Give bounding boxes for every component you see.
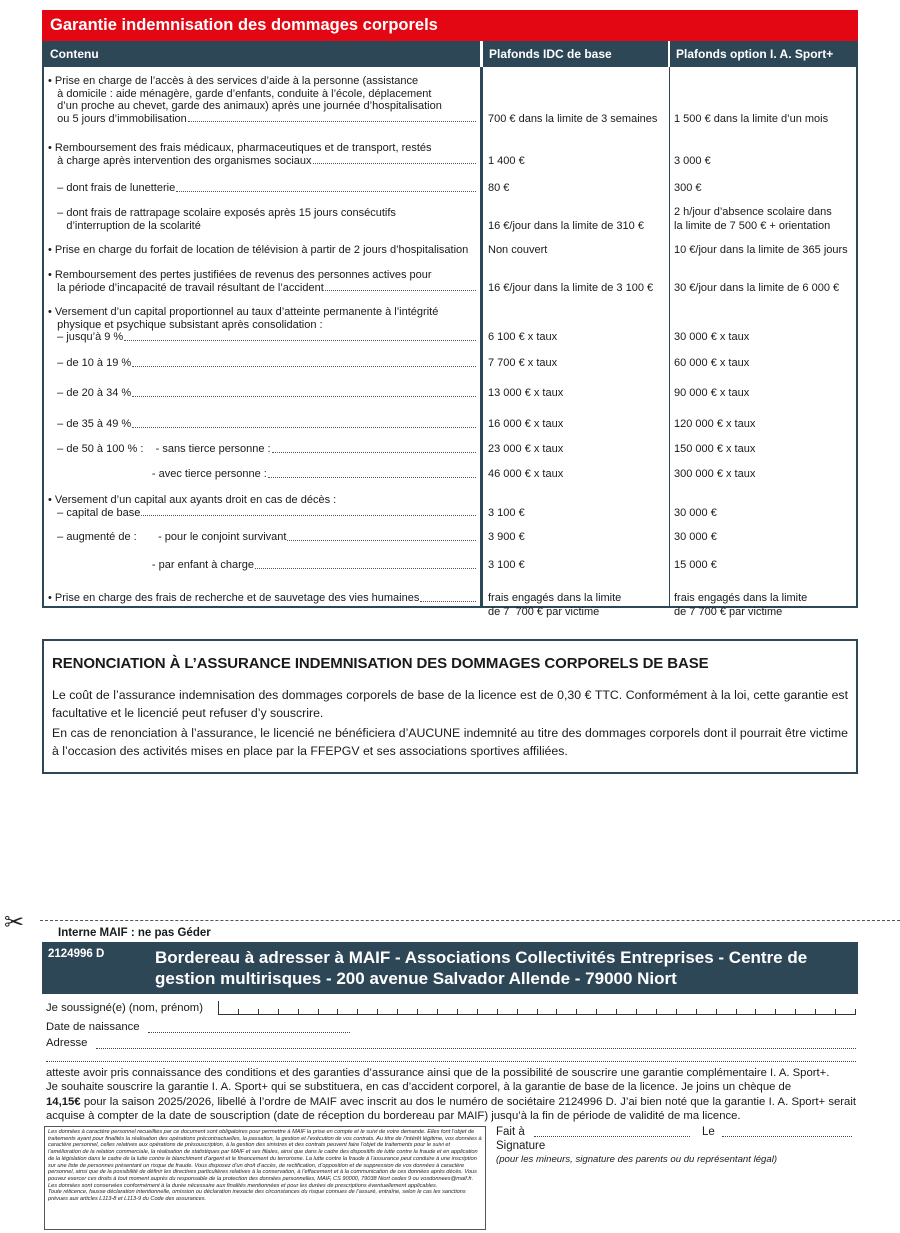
base-value-line: 16 €/jour dans la limite de 310 € [488,219,644,232]
base-value-line: 3 100 € [488,506,525,519]
letter-box[interactable] [219,1009,239,1015]
row-content-line: à domicile : aide ménagère, garde d’enfants, conduite à l’école, déplacement [48,87,432,100]
letter-box[interactable] [279,1009,299,1015]
base-value-line: 16 €/jour dans la limite de 3 100 € [488,281,654,294]
leader-dots [287,531,476,541]
letter-box[interactable] [796,1009,816,1015]
base-value-line: 80 € [488,182,510,194]
signature-note: (pour les mineurs, signature des parents ou du représentant légal) [496,1154,778,1165]
row-content [48,75,476,125]
option-value [674,331,749,345]
base-value [488,282,653,296]
letter-box[interactable] [259,1009,279,1015]
base-value [488,155,525,169]
row-content-line: – de 20 à 34 % [48,387,476,400]
base-value [488,468,563,482]
base-value [488,357,557,371]
base-value-line: de 7 700 € par victime [488,605,600,618]
interne-note: Interne MAIF : ne pas Géder [58,927,211,939]
bordereau-header [42,942,858,994]
letter-box[interactable] [358,1009,378,1015]
base-value [488,531,525,545]
header-option: Plafonds option I. A. Sport+ [668,41,856,67]
row-content-line: la période d’incapacité de travail résultant de l’accident [48,282,476,295]
leader-dots [141,507,476,517]
letter-box[interactable] [816,1009,836,1015]
option-value [674,182,702,196]
letter-box[interactable] [677,1009,697,1015]
table-title: Garantie indemnisation des dommages corporels [42,10,858,41]
address-field-line2[interactable] [46,1061,856,1062]
row-content-line: – jusqu’à 9 % [48,331,476,344]
option-value [674,468,755,482]
letter-box[interactable] [299,1009,319,1015]
row-content-line: – capital de base [48,507,476,520]
leader-dots [272,443,476,453]
base-value-line: 46 000 € x taux [488,468,564,480]
row-content-line: d’interruption de la scolarité [48,219,201,232]
row-content [48,306,476,344]
base-value [488,387,563,401]
option-value-line: la limite de 7 500 € + orientation [674,219,831,232]
leader-dots [420,592,476,602]
option-value-line: 60 000 € x taux [674,357,750,369]
option-value-line: 15 000 € [674,559,717,571]
row-content [48,468,476,481]
letter-box[interactable] [776,1009,796,1015]
option-value-line: 3 000 € [674,154,711,167]
letter-box[interactable] [438,1009,458,1015]
row-content [48,494,476,519]
base-value [488,418,563,432]
leader-dots [132,387,476,397]
row-content-line: à charge après intervention des organismes sociaux [48,155,476,168]
row-content [48,182,476,195]
row-content-line: • Remboursement des pertes justifiées de revenus des personnes actives pour [48,269,432,281]
address-field[interactable] [96,1048,856,1049]
bordereau-address: Bordereau à adresser à MAIF - Associations Collectivités Entreprises - Centre de gestion multirisques - 200 avenue Salvador Allende - 79000 Niort [155,948,808,988]
option-value [674,206,832,233]
scissors-icon: ✂ [4,909,25,936]
option-value-line: 2 h/jour d’absence scolaire dans [674,206,832,218]
letter-box[interactable] [239,1009,259,1015]
leader-dots [325,282,476,292]
birthdate-field[interactable] [148,1032,350,1033]
option-value [674,559,717,573]
societaire-number: 2124996 D [48,948,105,960]
row-content-line: – augmenté de : - pour le conjoint survivant [48,531,476,544]
leader-dots [124,331,476,341]
option-value-line: 30 €/jour dans la limite de 6 000 € [674,281,840,294]
option-value-line: 10 €/jour dans la limite de 365 jours [674,244,848,256]
row-content-line: • Prise en charge de l’accès à des services d’aide à la personne (assistance [48,75,419,87]
base-value [488,331,557,345]
leader-dots [132,357,476,367]
row-content-line: ou 5 jours d’immobilisation [48,113,476,126]
row-content-line: – de 35 à 49 % [48,418,476,431]
letter-box[interactable] [577,1009,597,1015]
letter-box[interactable] [538,1009,558,1015]
row-content-line: • Prise en charge des frais de recherche et de sauvetage des vies humaines [48,592,476,605]
row-content-line: • Versement d’un capital proportionnel au taux d’atteinte permanente à l’intégrité [48,306,439,318]
table-body [42,41,858,618]
row-content [48,269,476,294]
row-content-line: – de 10 à 19 % [48,357,476,370]
base-value [488,443,563,457]
base-value [488,592,621,619]
row-content-line: • Remboursement des frais médicaux, pharmaceutiques et de transport, restés [48,142,432,154]
base-value-line: 23 000 € x taux [488,443,564,455]
legal-paragraph: Toute réticence, fausse déclaration intentionnelle, omission ou déclaration inexacte des circonstances du risque connues de l’assuré, entraîne, selon le cas les sanctions prévues aux articles L113-8 et L113-9 du Code des assurances. [48,1189,466,1203]
base-value-line: frais engagés dans la limite [488,592,622,604]
row-content [48,418,476,431]
letter-box[interactable] [338,1009,358,1015]
legal-notice [44,1126,486,1230]
base-value-line: 700 € dans la limite de 3 semaines [488,112,658,125]
letter-box[interactable] [836,1009,856,1015]
base-value-line: 6 100 € x taux [488,331,558,343]
attestation-line: pour la saison 2025/2026, libellé à l’ordre de MAIF avec inscrit au dos le numéro de sociétaire 2124996 D. J’ai bien noté que la garantie I. A. Sport+ serait acquise à compter de la date de souscription (date de réception du bordereau par MAIF) jusqu’à la fin de période de validité de ma licence. [46,1095,856,1122]
renonciation-paragraph: Le coût de l’assurance indemnisation des dommages corporels de base de la licence est de 0,30 € TTC. Conformément à la loi, cette garantie est facultative et le licencié peut refuser d’y souscrire. [52,688,848,720]
option-value-line: de 7 700 € par victime [674,605,783,618]
date-field[interactable] [722,1136,852,1137]
base-value-line: 7 700 € x taux [488,357,558,369]
naissance-label: Date de naissance [46,1021,140,1033]
row-content-line: - avec tierce personne : [48,468,476,481]
le-label: Le [702,1126,715,1138]
base-value [488,220,644,234]
base-value-line: 1 400 € [488,154,525,167]
option-value [674,531,717,545]
base-value-line: 3 900 € [488,531,525,543]
option-value-line: 90 000 € x taux [674,387,750,399]
header-base: Plafonds IDC de base [480,41,668,67]
letter-box[interactable] [717,1009,737,1015]
option-value-line: frais engagés dans la limite [674,592,808,604]
attestation-line: Je souhaite souscrire la garantie I. A. Sport+ qui se substituera, en cas d’accident corporel, à la garantie de base de la licence. Je joins un chèque de [46,1081,792,1094]
letter-box[interactable] [697,1009,717,1015]
row-content [48,559,476,572]
row-content-line: d’un proche au chevet, garde des animaux) après une journée d’hospitalisation [48,100,442,112]
row-content-line: physique et psychique subsistant après consolidation : [48,318,323,331]
leader-dots [313,155,476,165]
base-value [488,244,547,258]
base-value-line: Non couvert [488,244,548,256]
table-header [44,41,856,67]
row-content [48,387,476,400]
row-content [48,443,476,456]
row-content [48,244,476,257]
option-value [674,443,755,457]
option-value [674,244,848,258]
option-value-line: 1 500 € dans la limite d’un mois [674,112,829,125]
signature-label: Signature [496,1140,546,1152]
soussigne-label: Je soussigné(e) (nom, prénom) [46,1002,203,1014]
amount: 14,15€ [46,1095,81,1108]
leader-dots [132,418,476,428]
letter-box[interactable] [498,1009,518,1015]
renonciation-paragraph: En cas de renonciation à l’assurance, le licencié ne bénéficiera d’AUCUNE indemnité au titre des dommages corporels dont il pourrait être victime à l’occasion des activités mises en place par la FFEPGV et ses associations sportives affiliées. [52,726,848,758]
option-value [674,387,749,401]
option-value [674,282,839,296]
legal-paragraph: Les données à caractère personnel recueillies par ce document sont obligatoires pour permettre à MAIF la prise en compte et le suivi de votre demande. Elles font l’objet de traitements ayant pour finalités la réalisation des opérations précontractuelles, la passation, la gestion et l’exécution de vos contrats. Au titre de l’intérêt légitime, vos données à caractère personnel, celles relatives aux opérations de présouscription, à la gestion des sinistres et des contrats peuvent faire l’objet de traitements pour le suivi et l’amélioration de la relation commerciale, la réalisation de statistiques par MAIF et ses filiales, ainsi que dans le cadre des dispositifs de lutte contre la fraude et en application de la législation dans le cadre de la lutte contre le blanchiment d’argent et le financement du terrorisme. La lutte contre la fraude à l’assurance peut conduire à une inscription sur une liste de personnes présentant un risque de fraude. Vous disposez d’un droit d’accès, de rectification, d’opposition et de suppression de vos données à caractère personnel, ainsi que de la possibilité de définir les directives particulières relatives à la conservation, à l’effacement et à la communication de ces données après décès. Vous pouvez exercer ces droits à tout moment auprès du responsable de la protection des données personnelles, MAIF, CS 90000, 79038 Niort cedex 9 ou vosdonnees@maif.fr. Les données sont conservées conformément à la durée nécessaire aux finalités mentionnées et pour les durées de prescriptions éventuellement applicables. [48,1129,482,1189]
row-content-line: – dont frais de lunetterie [48,182,476,195]
base-value-line: 16 000 € x taux [488,418,564,430]
option-value [674,357,749,371]
base-value [488,113,657,127]
letter-box[interactable] [737,1009,757,1015]
guarantee-table [42,10,858,618]
letter-box[interactable] [637,1009,657,1015]
name-input-boxes[interactable] [218,1001,856,1015]
header-contenu: Contenu [50,47,99,61]
adresse-label: Adresse [46,1037,88,1049]
base-value [488,182,509,196]
base-value [488,507,525,521]
leader-dots [255,559,476,569]
row-content-line: • Prise en charge du forfait de location de télévision à partir de 2 jours d’hospitalisation [48,244,469,256]
base-value [488,559,525,573]
row-content-line: – dont frais de rattrapage scolaire exposés après 15 jours consécutifs [48,207,396,219]
option-value [674,507,717,521]
row-content-line: - par enfant à charge [48,559,476,572]
option-value-line: 300 € [674,182,702,194]
letter-box[interactable] [657,1009,677,1015]
fait-field[interactable] [534,1136,690,1137]
letter-box[interactable] [518,1009,538,1015]
base-value-line: 3 100 € [488,559,525,571]
letter-box[interactable] [398,1009,418,1015]
renonciation-box [42,639,858,774]
letter-box[interactable] [378,1009,398,1015]
letter-box[interactable] [617,1009,637,1015]
letter-box[interactable] [756,1009,776,1015]
row-content [48,207,476,232]
leader-dots [176,182,476,192]
letter-box[interactable] [319,1009,339,1015]
row-content [48,531,476,544]
letter-box[interactable] [597,1009,617,1015]
column-divider [669,67,670,606]
letter-box[interactable] [458,1009,478,1015]
row-content [48,357,476,370]
base-value-line: 13 000 € x taux [488,387,564,399]
option-value [674,155,711,169]
letter-box[interactable] [418,1009,438,1015]
letter-box[interactable] [557,1009,577,1015]
fait-label: Fait à [496,1126,525,1138]
row-content-line: – de 50 à 100 % : - sans tierce personne : [48,443,476,456]
row-content-line: • Versement d’un capital aux ayants droit en cas de décès : [48,494,337,506]
option-value-line: 30 000 € [674,531,717,543]
row-content [48,592,476,605]
option-value [674,113,828,127]
attestation-line: atteste avoir pris connaissance des conditions et des garanties d’assurance ainsi que de la possibilité de souscrire une garantie complémentaire I. A. Sport+. [46,1067,830,1079]
option-value-line: 300 000 € x taux [674,468,756,480]
option-value-line: 150 000 € x taux [674,443,756,455]
leader-dots [188,113,476,123]
row-content [48,142,476,167]
column-divider [480,67,483,606]
renonciation-title: RENONCIATION À L’ASSURANCE INDEMNISATION DES DOMMAGES CORPORELS DE BASE [52,655,709,672]
option-value-line: 30 000 € [674,506,717,519]
option-value-line: 120 000 € x taux [674,418,756,430]
option-value [674,592,807,619]
option-value-line: 30 000 € x taux [674,331,750,343]
leader-dots [268,468,476,478]
signature-area[interactable] [496,1168,856,1228]
attestation-text [46,1066,856,1123]
option-value [674,418,755,432]
letter-box[interactable] [478,1009,498,1015]
